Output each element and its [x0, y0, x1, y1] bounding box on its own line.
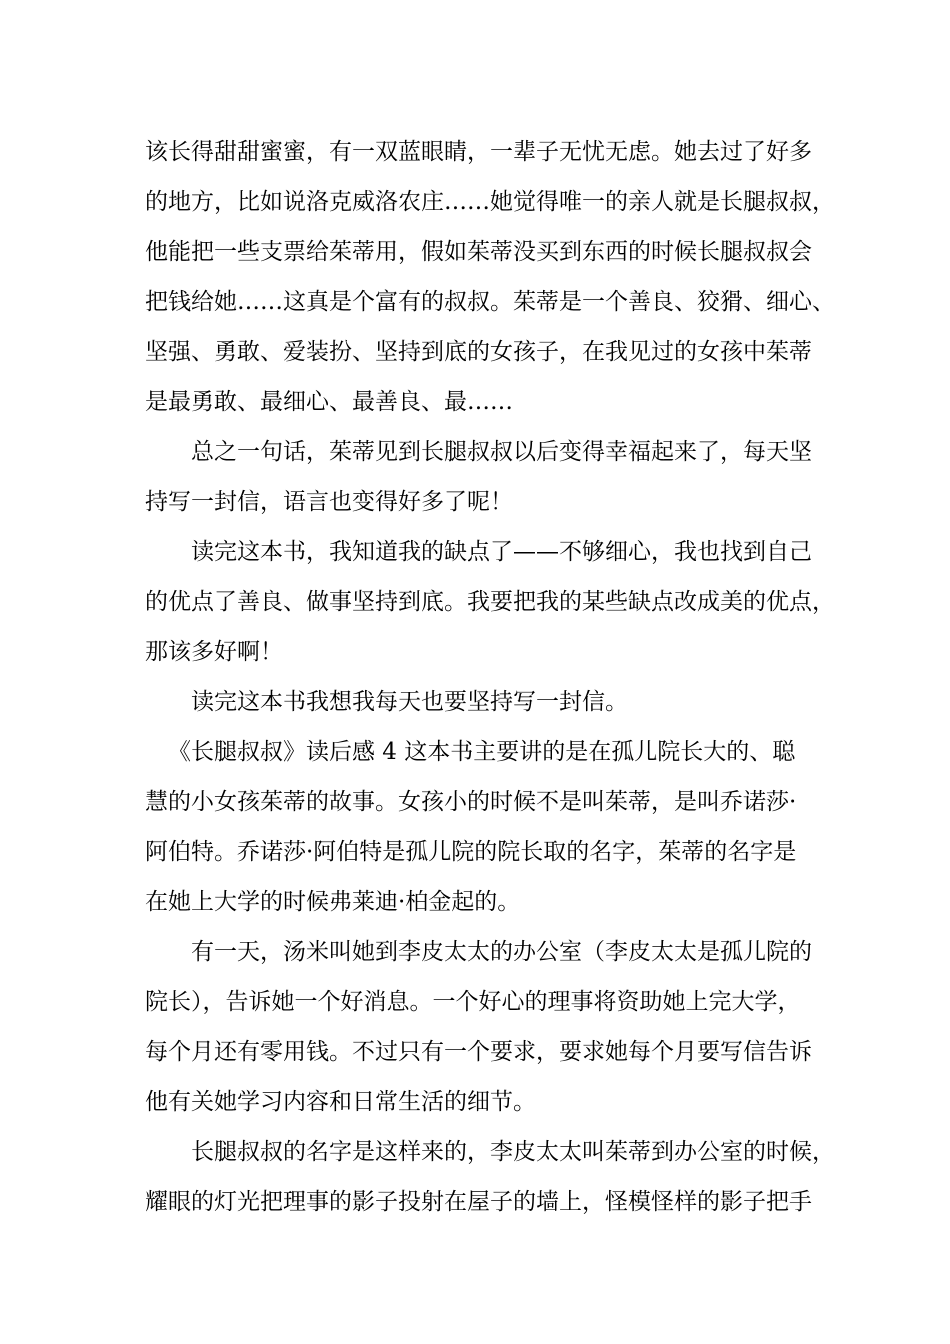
body-text [145, 127, 835, 1227]
text-line: 他有关她学习内容和日常生活的细节。 [145, 1089, 536, 1115]
text-line: 每个月还有零用钱。不过只有一个要求，要求她每个月要写信告诉 [145, 1039, 812, 1065]
text-line: 他能把一些支票给茱蒂用，假如茱蒂没买到东西的时候长腿叔叔会 [145, 239, 812, 265]
text-line: 把钱给她……这真是个富有的叔叔。茱蒂是一个善良、狡猾、细心、 [145, 289, 835, 315]
text-line: 该长得甜甜蜜蜜，有一双蓝眼睛，一辈子无忧无虑。她去过了好多 [145, 139, 812, 165]
paragraph-start-line: 有一天，汤米叫她到李皮太太的办公室（李皮太太是孤儿院的 [191, 939, 812, 965]
text-line: 是最勇敢、最细心、最善良、最…… [145, 389, 513, 415]
paragraph-start-line: 读完这本书，我知道我的缺点了——不够细心，我也找到自己 [191, 539, 812, 565]
paragraph-start-line: 总之一句话，茱蒂见到长腿叔叔以后变得幸福起来了，每天坚 [191, 439, 812, 465]
text-line: 耀眼的灯光把理事的影子投射在屋子的墙上，怪模怪样的影子把手 [145, 1189, 812, 1215]
paragraph-start-line: 读完这本书我想我每天也要坚持写一封信。 [191, 689, 628, 715]
text-line: 坚强、勇敢、爱装扮、坚持到底的女孩子，在我见过的女孩中茱蒂 [145, 339, 812, 365]
text-line: 的地方，比如说洛克威洛农庄……她觉得唯一的亲人就是长腿叔叔， [145, 189, 835, 215]
text-line: 的优点了善良、做事坚持到底。我要把我的某些缺点改成美的优点， [145, 589, 835, 615]
text-line: 阿伯特。乔诺莎·阿伯特是孤儿院的院长取的名字，茱蒂的名字是 [145, 839, 797, 865]
text-line: 在她上大学的时候弗莱迪·柏金起的。 [145, 889, 521, 915]
text-line: 持写一封信，语言也变得好多了呢！ [145, 489, 513, 515]
text-line: 院长），告诉她一个好消息。一个好心的理事将资助她上完大学， [145, 989, 801, 1015]
text-line: 那该多好啊！ [145, 639, 283, 665]
paragraph-start-line: 《长腿叔叔》读后感 4 这本书主要讲的是在孤儿院长大的、聪 [168, 739, 796, 765]
paragraph-start-line: 长腿叔叔的名字是这样来的，李皮太太叫茱蒂到办公室的时候， [191, 1139, 835, 1165]
text-line: 慧的小女孩茱蒂的故事。女孩小的时候不是叫茱蒂，是叫乔诺莎· [145, 789, 797, 815]
